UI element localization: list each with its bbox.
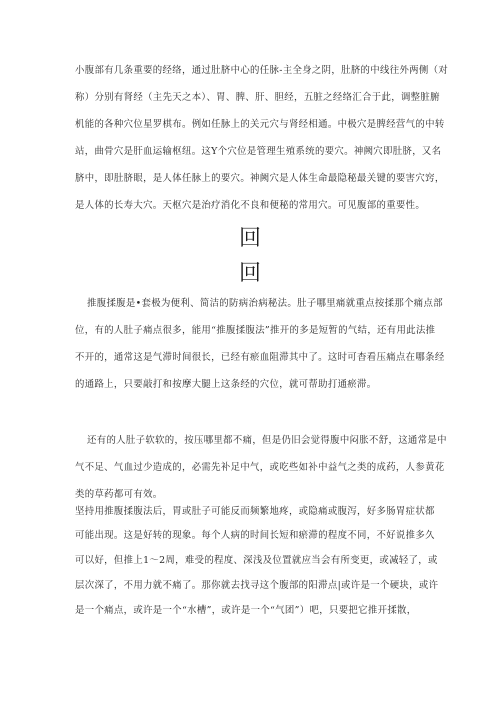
text-line: 可能出现。这是好转的现象。每个人病的时间长短和瘀滞的程度不同，不好说推多久 bbox=[75, 530, 435, 541]
ornament-glyph: 回 bbox=[239, 226, 262, 251]
text-line: 称）分别有肾经（主先天之本）、胃、脾、肝、胆经，五脏之经络汇合于此，调整脏腑 bbox=[75, 92, 440, 103]
text-line: 气不足、气血过少造成的，必需先补足中气，或吃些如补中益气之类的成药，人参黄花 bbox=[75, 462, 445, 473]
text-line: 脐中，即肚脐眼，是人体任脉上的要穴。神阙穴是人体生命最隐秘最关键的要害穴窍， bbox=[75, 173, 445, 184]
text-line: 还有的人肚子软软的，按压哪里都不痛，但是仍旧会觉得腹中闷胀不舒，这通常是中 bbox=[87, 435, 447, 446]
text-line: 坚持用推腹揉腹法后，胃或肚子可能反而频繁地疼，或隐痛或腹泻，好多肠胃症状都 bbox=[75, 506, 435, 517]
text-line: 机能的各种穴位星罗棋布。例如任脉上的关元穴与肾经相通。中极穴是脾经营气的中转 bbox=[75, 119, 445, 130]
text-line: 小腹部有几条重要的经络，通过肚脐中心的任脉-主全身之阴，肚脐的中线往外两侧（对 bbox=[75, 65, 449, 76]
text-line: 站，曲骨穴是肝血运输枢纽。这Y个穴位是管理生殖系统的要穴。神阙穴即肚脐，又名 bbox=[75, 146, 442, 157]
ornament-glyph: 回 bbox=[239, 261, 262, 286]
text-line: 层次深了，不用力就不痛了。那你就去找寻这个腹部的阳滞点|或许是一个硬块，或许 bbox=[75, 580, 439, 591]
text-line: 位，有的人肚子痛点很多，能用“推腹揉腹法”推开的多是短暂的气结，还有用此法推 bbox=[75, 325, 436, 336]
text-line: 是一个痛点，或许是一个“水槽”，或许是一个“气团”）吧，只要把它推开揉散， bbox=[75, 605, 417, 616]
text-line: 可以好，但推上1～2周，难受的程度、深浅及位置就应当会有所变更，或减轻了，或 bbox=[75, 555, 438, 566]
text-line: 不开的，通常这是气滞时间很长，已经有瘀血阻滞其中了。这时可杳看压痛点在哪条经 bbox=[75, 352, 445, 363]
text-line: 推腹揉腹是•套极为便利、简洁的防病治病秘法。肚子哪里痛就重点按揉那个痛点部 bbox=[87, 298, 443, 309]
text-line: 是人体的长寿大穴。天枢穴是治疗消化不良和便秘的常用穴。可见腹部的重要性。 bbox=[75, 200, 426, 211]
text-line: 的通路上，只要敲打和按摩大腿上这条经的穴位，就可帮助打通瘀滞。 bbox=[75, 379, 377, 390]
text-line: 类的草药都可有效。 bbox=[75, 489, 163, 500]
